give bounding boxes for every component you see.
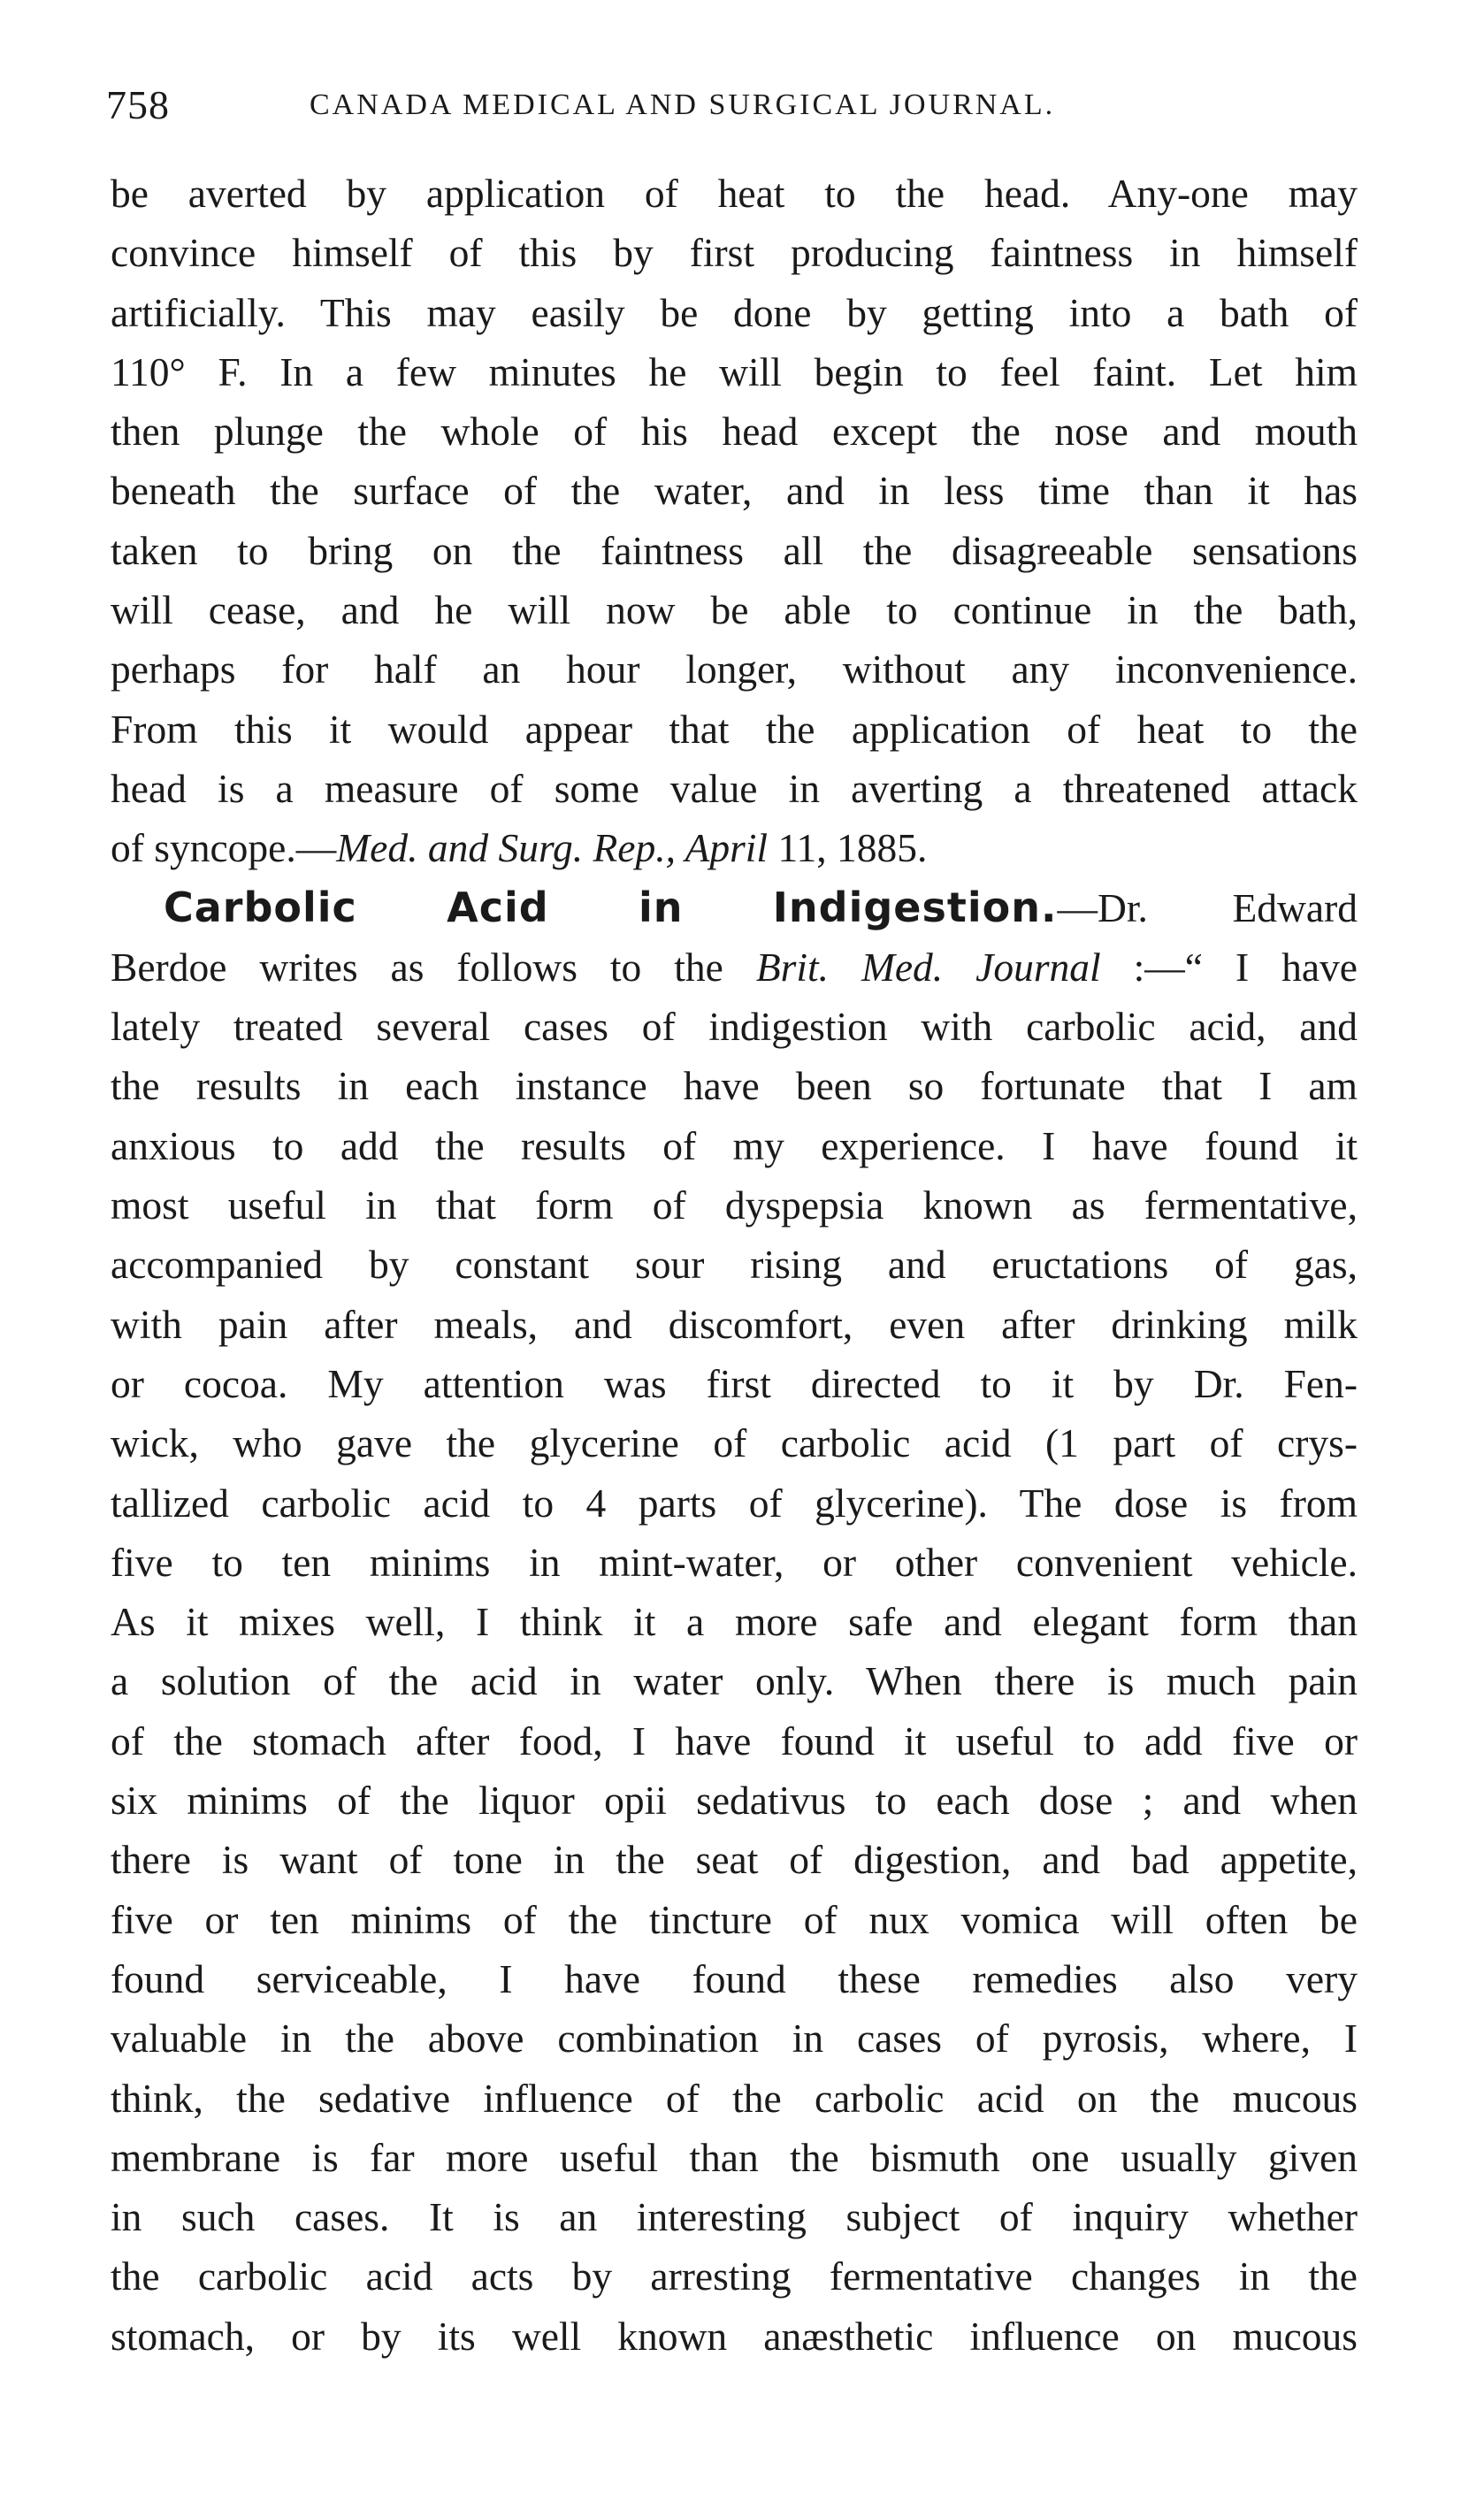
text-line: found serviceable, I have found these remedies also very	[111, 1955, 1358, 2001]
body-text	[111, 164, 1358, 2366]
text-line: a solution of the acid in water only. When there is much pain	[111, 1658, 1358, 1704]
text-line: convince himself of this by first producing faintness in himself	[111, 230, 1358, 276]
text-line: taken to bring on the faintness all the disagreeable sensations	[111, 527, 1358, 573]
text-line: the carbolic acid acts by arresting fermentative changes in the	[111, 2253, 1358, 2299]
text-line: will cease, and he will now be able to continue in the bath,	[111, 587, 1358, 633]
text-line: perhaps for half an hour longer, without any inconvenience.	[111, 646, 1358, 692]
text-line: anxious to add the results of my experience. I have found it	[111, 1122, 1358, 1168]
text-line: with pain after meals, and discomfort, even after drinking milk	[111, 1301, 1358, 1347]
text-line	[111, 937, 1358, 997]
page-number: 758	[106, 82, 170, 127]
text-line: or cocoa. My attention was first directed to it by Dr. Fen-	[111, 1360, 1358, 1406]
text-line: 110° F. In a few minutes he will begin to feel faint. Let him	[111, 348, 1358, 394]
text-line: beneath the surface of the water, and in less time than it has	[111, 468, 1358, 514]
text-line: artificially. This may easily be done by getting into a bath of	[111, 289, 1358, 335]
citation-date: 11, 1885.	[768, 825, 928, 871]
text-line: there is want of tone in the seat of digestion, and bad appetite,	[111, 1837, 1358, 1883]
text-line: From this it would appear that the application of heat to the	[111, 706, 1358, 752]
article-heading-line	[111, 878, 1358, 937]
text-line: wick, who gave the glycerine of carbolic acid (1 part of crys-	[111, 1420, 1358, 1466]
text-line: most useful in that form of dyspepsia known as fermentative,	[111, 1182, 1358, 1228]
text-line: valuable in the above combination in cases of pyrosis, where, I	[111, 2016, 1358, 2062]
text-line: then plunge the whole of his head except the nose and mouth	[111, 409, 1358, 455]
text-line: lately treated several cases of indigestion with carbolic acid, and	[111, 1004, 1358, 1050]
journal-title: CANADA MEDICAL AND SURGICAL JOURNAL.	[310, 88, 1056, 121]
text-line: head is a measure of some value in averting a threatened attack	[111, 765, 1358, 811]
citation-source: Med. and Surg. Rep., April	[336, 825, 769, 871]
text-line: think, the sedative influence of the carbolic acid on the mucous	[111, 2075, 1358, 2121]
text-line: five or ten minims of the tincture of nux vomica will often be	[111, 1896, 1358, 1942]
text-line: accompanied by constant sour rising and eructations of gas,	[111, 1242, 1358, 1288]
article-intro: —Dr. Edward	[1057, 884, 1358, 930]
text-line: As it mixes well, I think it a more safe and elegant form than	[111, 1599, 1358, 1645]
article-heading: Carbolic Acid in Indigestion.	[164, 883, 1058, 931]
journal-reference: Brit. Med. Journal	[755, 944, 1101, 990]
text-line: in such cases. It is an interesting subject of inquiry whether	[111, 2194, 1358, 2240]
text-line: the results in each instance have been so fortunate that I am	[111, 1063, 1358, 1109]
text-line: tallized carbolic acid to 4 parts of glycerine). The dose is from	[111, 1480, 1358, 1526]
text-line-citation	[111, 818, 1358, 877]
text-line: of the stomach after food, I have found it useful to add five or	[111, 1717, 1358, 1763]
syncope-text: of syncope.—	[111, 825, 337, 871]
text-line: six minims of the liquor opii sedativus to each dose ; and when	[111, 1778, 1358, 1824]
line-prefix: Berdoe writes as follows to the	[111, 944, 756, 990]
text-line: be averted by application of heat to the head. Any-one may	[111, 171, 1358, 216]
text-line: stomach, or by its well known anæsthetic influence on mucous	[111, 2313, 1358, 2359]
text-line: membrane is far more useful than the bismuth one usually given	[111, 2134, 1358, 2180]
text-line: five to ten minims in mint-water, or other convenient vehicle.	[111, 1539, 1358, 1585]
running-head	[106, 81, 1362, 134]
line-suffix: :—“ I have	[1100, 944, 1358, 990]
